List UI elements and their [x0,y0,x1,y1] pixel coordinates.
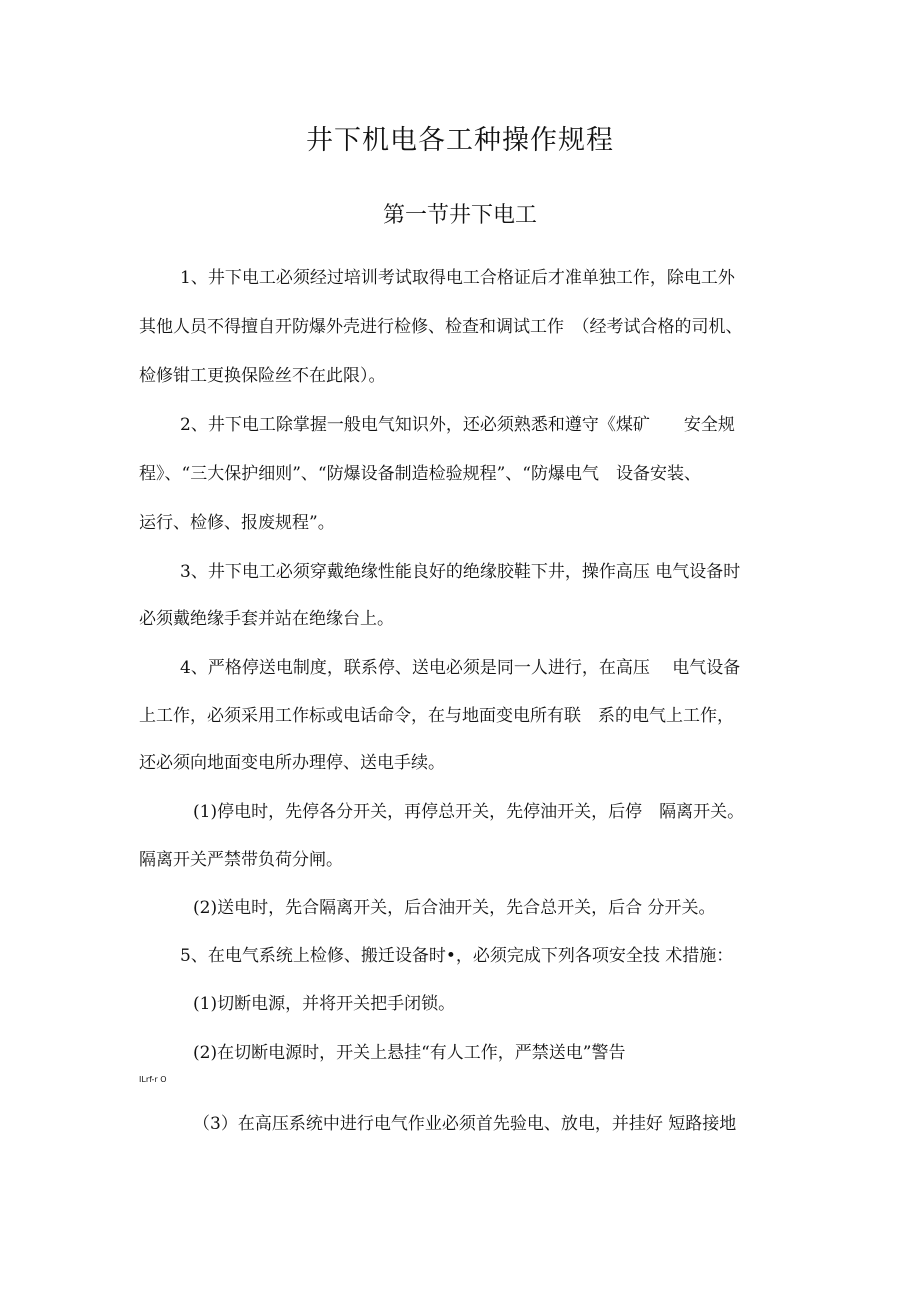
paragraph-line: 5、在电气系统上检修、搬迁设备时•，必须完成下列各项安全技 术措施： [180,946,734,966]
paragraph-line: 程》、“三大保护细则”、“防爆设备制造检验规程”、“防爆电气 设备安装、 [139,464,701,484]
paragraph-line: （3）在高压系统中进行电气作业必须首先验电、放电，并挂好 短路接地 [193,1114,737,1134]
paragraph-line: 2、井下电工除掌握一般电气知识外，还必须熟悉和遵守《煤矿 安全规 [180,415,735,435]
paragraph-line: (2)在切断电源时，开关上悬挂“有人工作，严禁送电”警告 [193,1043,626,1063]
paragraph-line: 其他人员不得擅自开防爆外壳进行检修、检查和调试工作 （经考试合格的司机、 [139,317,743,337]
paragraph-line: 3、井下电工必须穿戴绝缘性能良好的绝缘胶鞋下井，操作高压 电气设备时 [180,562,741,582]
stray-mark: ILrf-r O [139,1075,167,1084]
paragraph-line: (2)送电时，先合隔离开关，后合油开关，先合总开关，后合 分开关。 [193,898,716,918]
paragraph-line: 检修钳工更换保险丝不在此限）。 [139,366,386,386]
document-title: 井下机电各工种操作规程 [306,125,614,156]
paragraph-line: 上工作，必须采用工作标或电话命令，在与地面变电所有联 系的电气上工作， [139,706,734,726]
paragraph-line: (1)停电时，先停各分开关，再停总开关，先停油开关，后停 隔离开关。 [193,802,745,822]
paragraph-line: (1)切断电源，并将开关把手闭锁。 [193,994,456,1014]
paragraph-line: 4、严格停送电制度，联系停、送电必须是同一人进行，在高压 电气设备 [180,658,741,678]
section-title: 第一节井下电工 [382,203,537,228]
paragraph-line: 必须戴绝缘手套并站在绝缘台上。 [139,609,394,629]
paragraph-line: 隔离开关严禁带负荷分闸。 [139,850,343,870]
paragraph-line: 还必须向地面变电所办理停、送电手续。 [139,753,445,773]
paragraph-line: 运行、检修、报废规程”。 [139,513,335,533]
paragraph-line: 1、井下电工必须经过培训考试取得电工合格证后才准单独工作，除电工外 [180,268,735,288]
